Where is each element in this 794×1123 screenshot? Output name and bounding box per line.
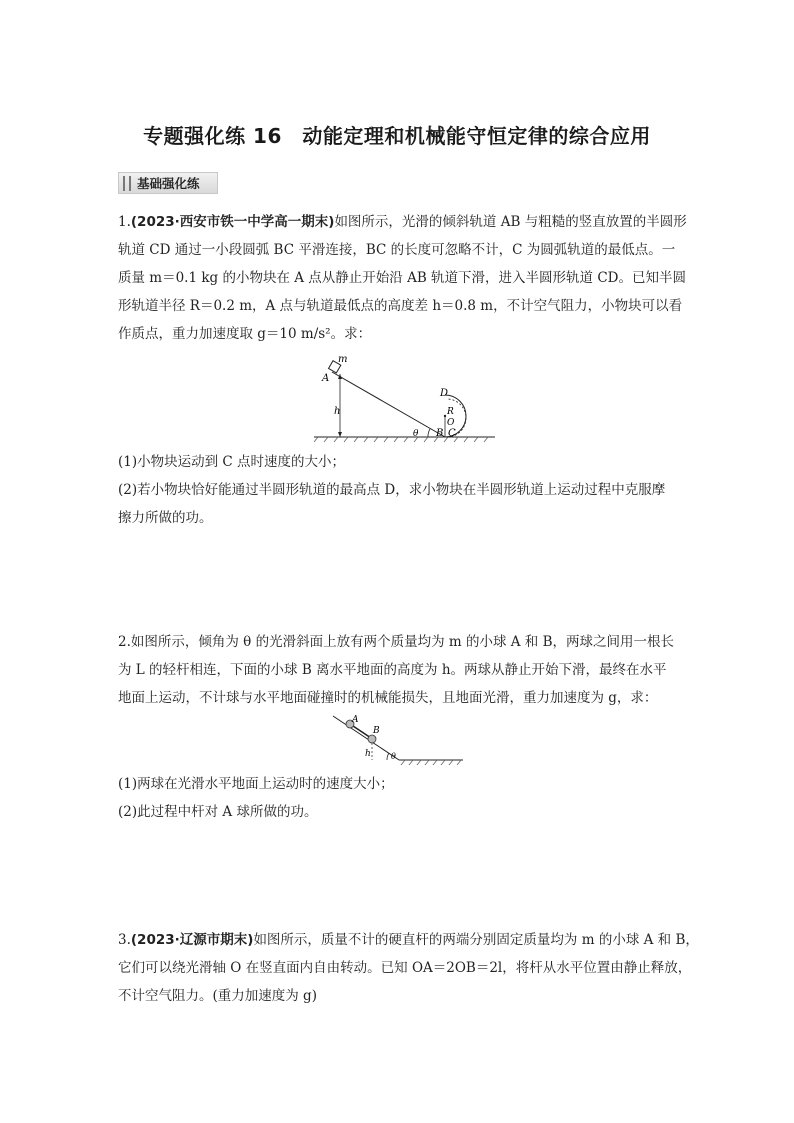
tag-bars-icon [123, 176, 131, 191]
problem-1-line-3: 质量 m＝0.1 kg 的小物块在 A 点从静止开始沿 AB 轨道下滑，进入半圆形轨道 CD。已知半圆 [118, 270, 686, 286]
problem-1-number: 1. [118, 214, 131, 230]
fig1-label-r: R [447, 407, 454, 417]
figure-1-incline-semicircle [310, 352, 500, 444]
problem-1-text [118, 208, 687, 348]
figure-2-two-balls-incline [325, 712, 470, 767]
problem-2-question-2: (2)此过程中杆对 A 球所做的功。 [118, 804, 318, 820]
problem-1-question-2: (2)若小物块恰好能通过半圆形轨道的最高点 D，求小物块在半圆形轨道上运动过程中克服摩 [118, 482, 666, 498]
problem-2-line-3: 地面上运动，不计球与水平地面碰撞时的机械能损失，且地面光滑，重力加速度为 g，求： [118, 690, 658, 706]
fig1-label-d: D [440, 388, 449, 399]
fig2-label-a: A [352, 715, 359, 725]
page-title: 专题强化练 16 动能定理和机械能守恒定律的综合应用 [143, 124, 651, 148]
problem-1-line-1-text: 如图所示，光滑的倾斜轨道 AB 与粗糙的竖直放置的半圆形 [334, 214, 687, 230]
fig1-label-o: O [447, 418, 455, 428]
problem-3-text [118, 926, 699, 1010]
problem-1-question-1: (1)小物块运动到 C 点时速度的大小； [118, 454, 346, 470]
problem-3-line-1 [118, 926, 699, 954]
problem-1-line-5: 作质点，重力加速度取 g＝10 m/s²。求： [118, 326, 372, 342]
problem-3-line-3: 不计空气阻力。(重力加速度为 g) [118, 988, 317, 1004]
fig1-label-m: m [338, 354, 348, 365]
problem-1-line-4: 形轨道半径 R＝0.2 m，A 点与轨道最低点的高度差 h＝0.8 m，不计空气阻力，小物块可以看 [118, 298, 683, 314]
section-tag [118, 172, 218, 194]
fig1-label-b: B [436, 428, 444, 439]
problem-3-number: 3. [118, 932, 131, 948]
problem-2-questions [118, 770, 678, 826]
problem-1-line-1 [118, 208, 687, 236]
problem-2-line-1: 2.如图所示，倾角为 θ 的光滑斜面上放有两个质量均为 m 的小球 A 和 B，两球之间用一根长 [118, 634, 675, 650]
problem-3-line-1-text: 如图所示，质量不计的硬直杆的两端分别固定质量均为 m 的小球 A 和 B， [253, 932, 699, 948]
problem-2-line-2: 为 L 的轻杆相连，下面的小球 B 离水平地面的高度为 h。两球从静止开始下滑，最终在水平 [118, 662, 667, 678]
problem-1-questions [118, 448, 678, 532]
problem-1-question-2-cont: 擦力所做的功。 [118, 510, 213, 526]
problem-3-line-2: 它们可以绕光滑轴 O 在竖直面内自由转动。已知 OA＝2OB＝2l，将杆从水平位置由静止释放， [118, 960, 692, 976]
fig2-label-theta: θ [391, 752, 396, 761]
fig1-label-a: A [322, 373, 330, 384]
section-tag-label: 基础强化练 [137, 176, 200, 191]
problem-2-question-1: (1)两球在光滑水平地面上运动时的速度大小； [118, 776, 394, 792]
fig1-label-c: C [448, 428, 456, 439]
fig2-label-h: h [365, 749, 371, 759]
problem-2-text [118, 628, 678, 712]
problem-1-source: (2023·西安市铁一中学高一期末) [130, 214, 335, 230]
problem-1-line-2: 轨道 CD 通过一小段圆弧 BC 平滑连接，BC 的长度可忽略不计，C 为圆弧轨道的最低点。一 [118, 242, 676, 258]
fig2-label-b: B [373, 726, 380, 736]
fig1-label-theta: θ [413, 429, 419, 439]
problem-3-source: (2023·辽源市期末) [130, 932, 254, 948]
fig1-label-h: h [334, 406, 341, 417]
